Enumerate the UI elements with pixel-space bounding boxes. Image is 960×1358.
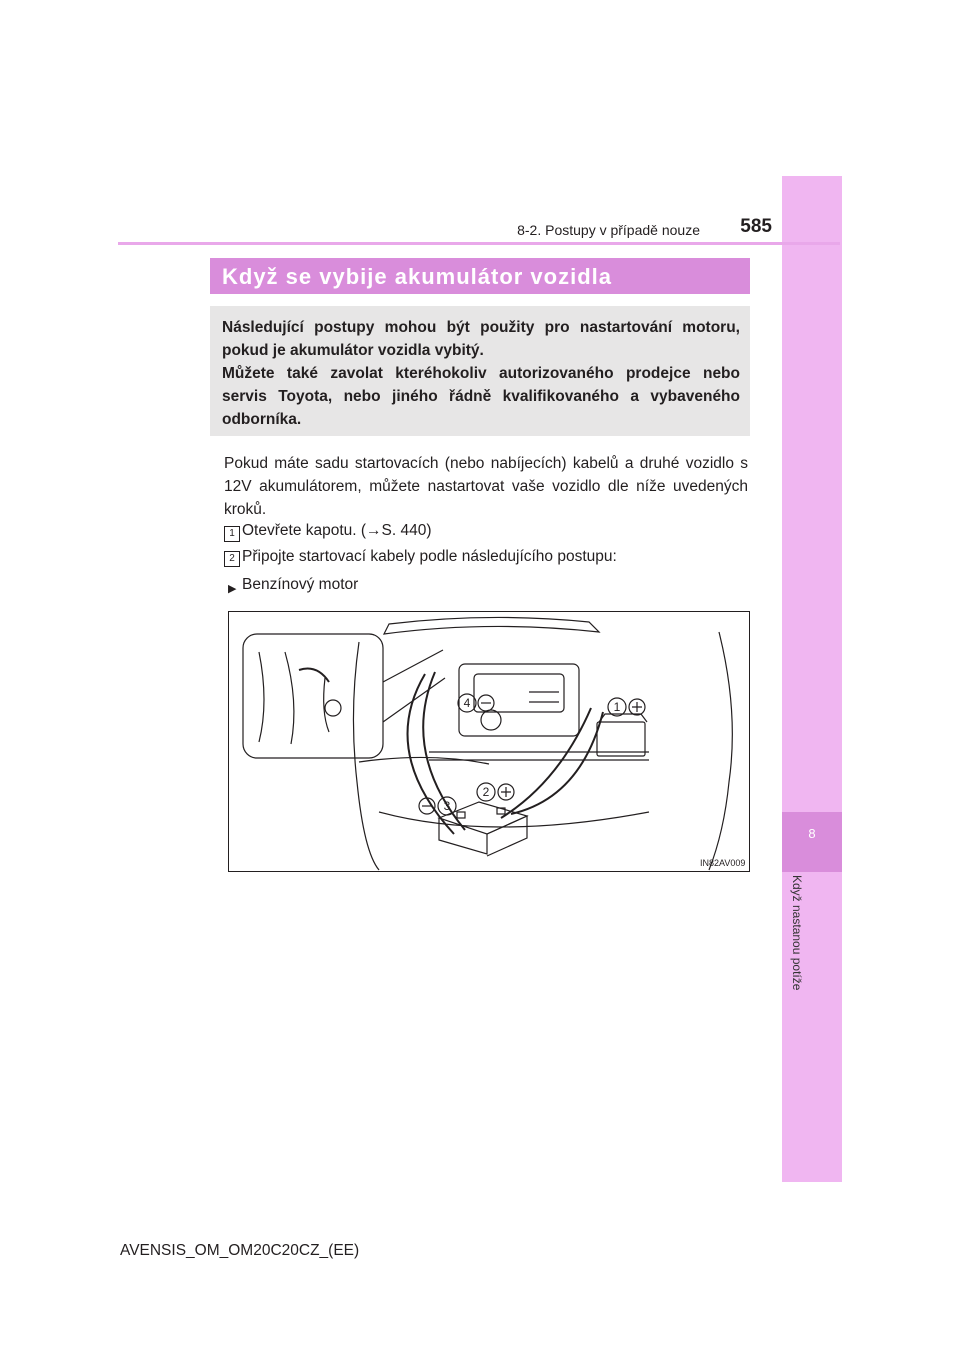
intro-line-2: Můžete také zavolat kteréhokoliv autorizovaného prodejce nebo servis Toyota, nebo jiného řádně kvalifikovaného a vybaveného odborníka. xyxy=(222,365,740,428)
engine-illustration xyxy=(229,612,749,871)
header-divider xyxy=(118,242,840,245)
intro-line-1: Následující postupy mohou být použity pro nastartování motoru, pokud je akumulátor vozidla vybitý. xyxy=(222,319,740,359)
chapter-number: 8 xyxy=(808,826,816,841)
bullet-arrow-icon: ▶ xyxy=(228,583,237,595)
step-text-2: Připojte startovací kabely podle následujícího postupu: xyxy=(242,548,617,565)
bullet-text: Benzínový motor xyxy=(242,576,359,593)
body-paragraph: Pokud máte sadu startovacích (nebo nabíjecích) kabelů a druhé vozidlo s 12V akumulátorem, můžete nastartovat vaše vozidlo dle níže uvedených kroků. xyxy=(224,455,748,518)
side-tab xyxy=(782,176,842,1182)
footer-code: AVENSIS_OM_OM20C20CZ_(EE) xyxy=(120,1242,360,1259)
step-number-2: 2 xyxy=(224,551,240,567)
callout-3: 3 xyxy=(443,799,451,813)
side-chapter-marker xyxy=(782,812,842,872)
figure-code: IN82AV009 xyxy=(700,858,746,868)
callout-1: 1 xyxy=(613,700,621,714)
step-number-1: 1 xyxy=(224,526,240,542)
callout-4: 4 xyxy=(463,696,471,710)
page-number: 585 xyxy=(740,216,772,237)
page-title: Když se vybije akumulátor vozidla xyxy=(222,264,613,289)
intro-box xyxy=(210,306,750,436)
chapter-title: Když nastanou potíže xyxy=(790,875,804,991)
section-title: 8-2. Postupy v případě nouze xyxy=(517,222,700,238)
step-text-1: Otevřete kapotu. (→S. 440) xyxy=(242,522,432,539)
engine-figure xyxy=(228,611,750,872)
callout-2: 2 xyxy=(482,785,490,799)
